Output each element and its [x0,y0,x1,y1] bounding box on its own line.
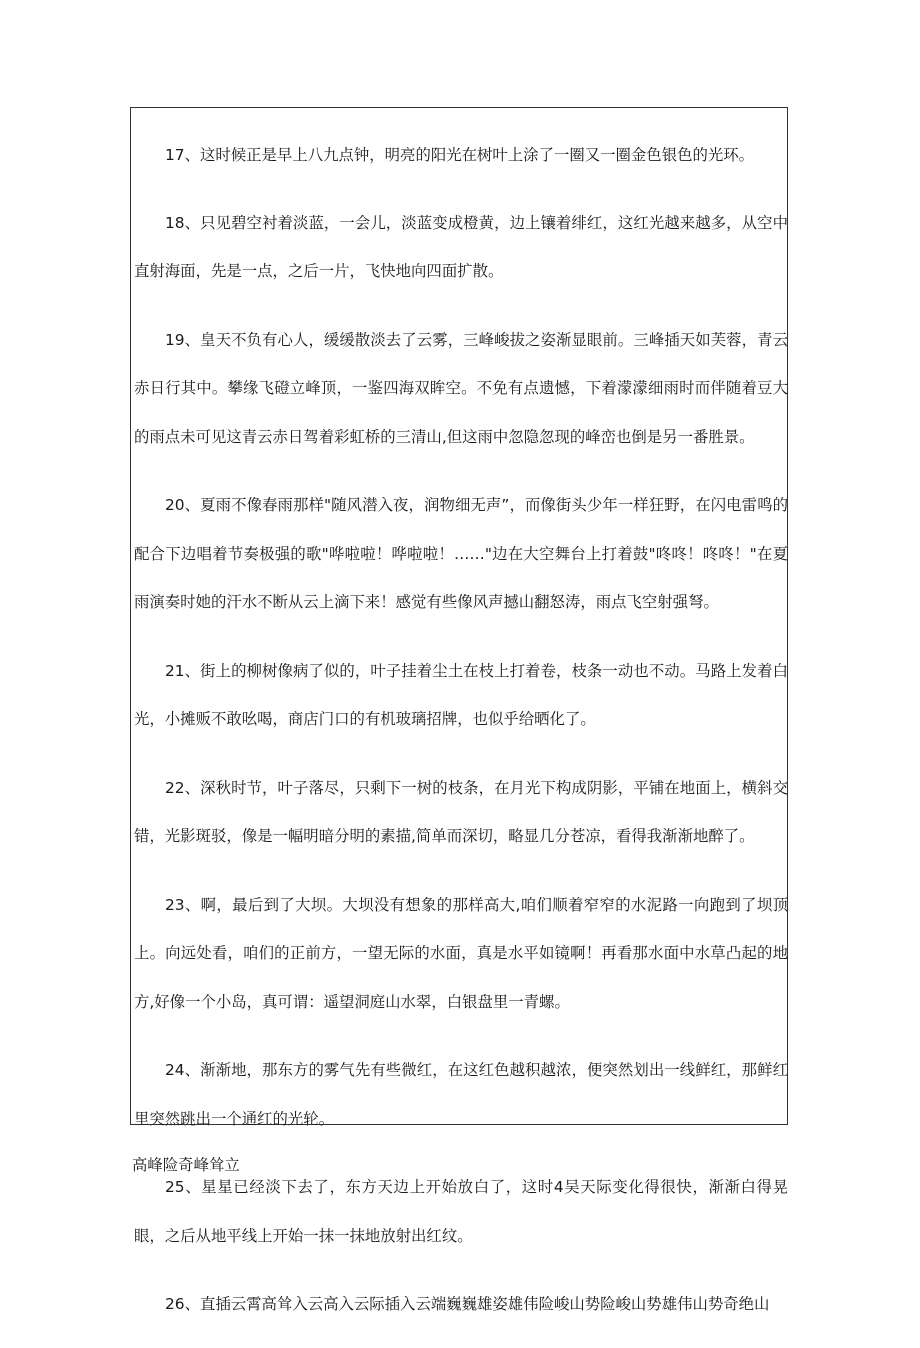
paragraph-23: 23、啊，最后到了大坝。大坝没有想象的那样高大,咱们顺着窄窄的水泥路一向跑到了坝顶上。向远处看，咱们的正前方，一望无际的水面，真是水平如镜啊！再看那水面中水草凸起的地方,好像一个小岛，真可谓：遥望洞庭山水翠，白银盘里一青螺。 [134,895,788,1011]
paragraph-18: 18、只见碧空衬着淡蓝，一会儿，淡蓝变成橙黄，边上镶着绯红，这红光越来越多，从空中直射海面，先是一点，之后一片，飞快地向四面扩散。 [134,213,788,280]
paragraph-20: 20、夏雨不像春雨那样"随风潜入夜，润物细无声”，而像街头少年一样狂野，在闪电雷鸣的配合下边唱着节奏极强的歌"哗啦啦！哗啦啦！……"边在大空舞台上打着鼓"咚咚！咚咚！"在夏雨演奏时她的汗水不断从云上滴下来！感觉有些像风声撼山翻怒涛，雨点飞空射强弩。 [134,496,788,611]
paragraph-24: 24、渐渐地，那东方的雾气先有些微红，在这红色越积越浓，便突然划出一线鲜红，那鲜红里突然跳出一个通红的光轮。 [134,1061,788,1128]
continuation-text: 高峰险奇峰耸立 [132,1156,240,1174]
paragraph-25: 25、星星已经淡下去了，东方天边上开始放白了，这时4吴天际变化得很快，渐渐白得晃眼，之后从地平线上开始一抹一抹地放射出红纹。 [134,1178,788,1245]
paragraph-26: 26、直插云霄高耸入云高入云际插入云端巍巍雄姿雄伟险峻山势险峻山势雄伟山势奇绝山 [165,1295,770,1313]
paragraph-22: 22、深秋时节，叶子落尽，只剩下一树的枝条，在月光下构成阴影，平铺在地面上，横斜交错，光影斑驳，像是一幅明暗分明的素描,简单而深切，略显几分苍凉，看得我渐渐地醉了。 [134,778,788,845]
paragraph-19: 19、皇天不负有心人，缓缓散淡去了云雾，三峰峻拔之姿渐显眼前。三峰插天如芙蓉，青云赤日行其中。攀缘飞磴立峰顶，一鉴四海双眸空。不免有点遗憾，下着濛濛细雨时而伴随着豆大的雨点未可见这青云赤日驾着彩虹桥的三清山,但这雨中忽隐忽现的峰峦也倒是另一番胜景。 [134,330,788,446]
paragraph-21: 21、街上的柳树像病了似的，叶子挂着尘土在枝上打着卷，枝条一动也不动。马路上发着白光，小摊贩不敢吆喝，商店门口的有机玻璃招牌，也似乎给晒化了。 [134,661,788,728]
paragraph-17: 17、这时候正是早上八九点钟，明亮的阳光在树叶上涂了一圈又一圈金色银色的光环。 [165,146,755,164]
